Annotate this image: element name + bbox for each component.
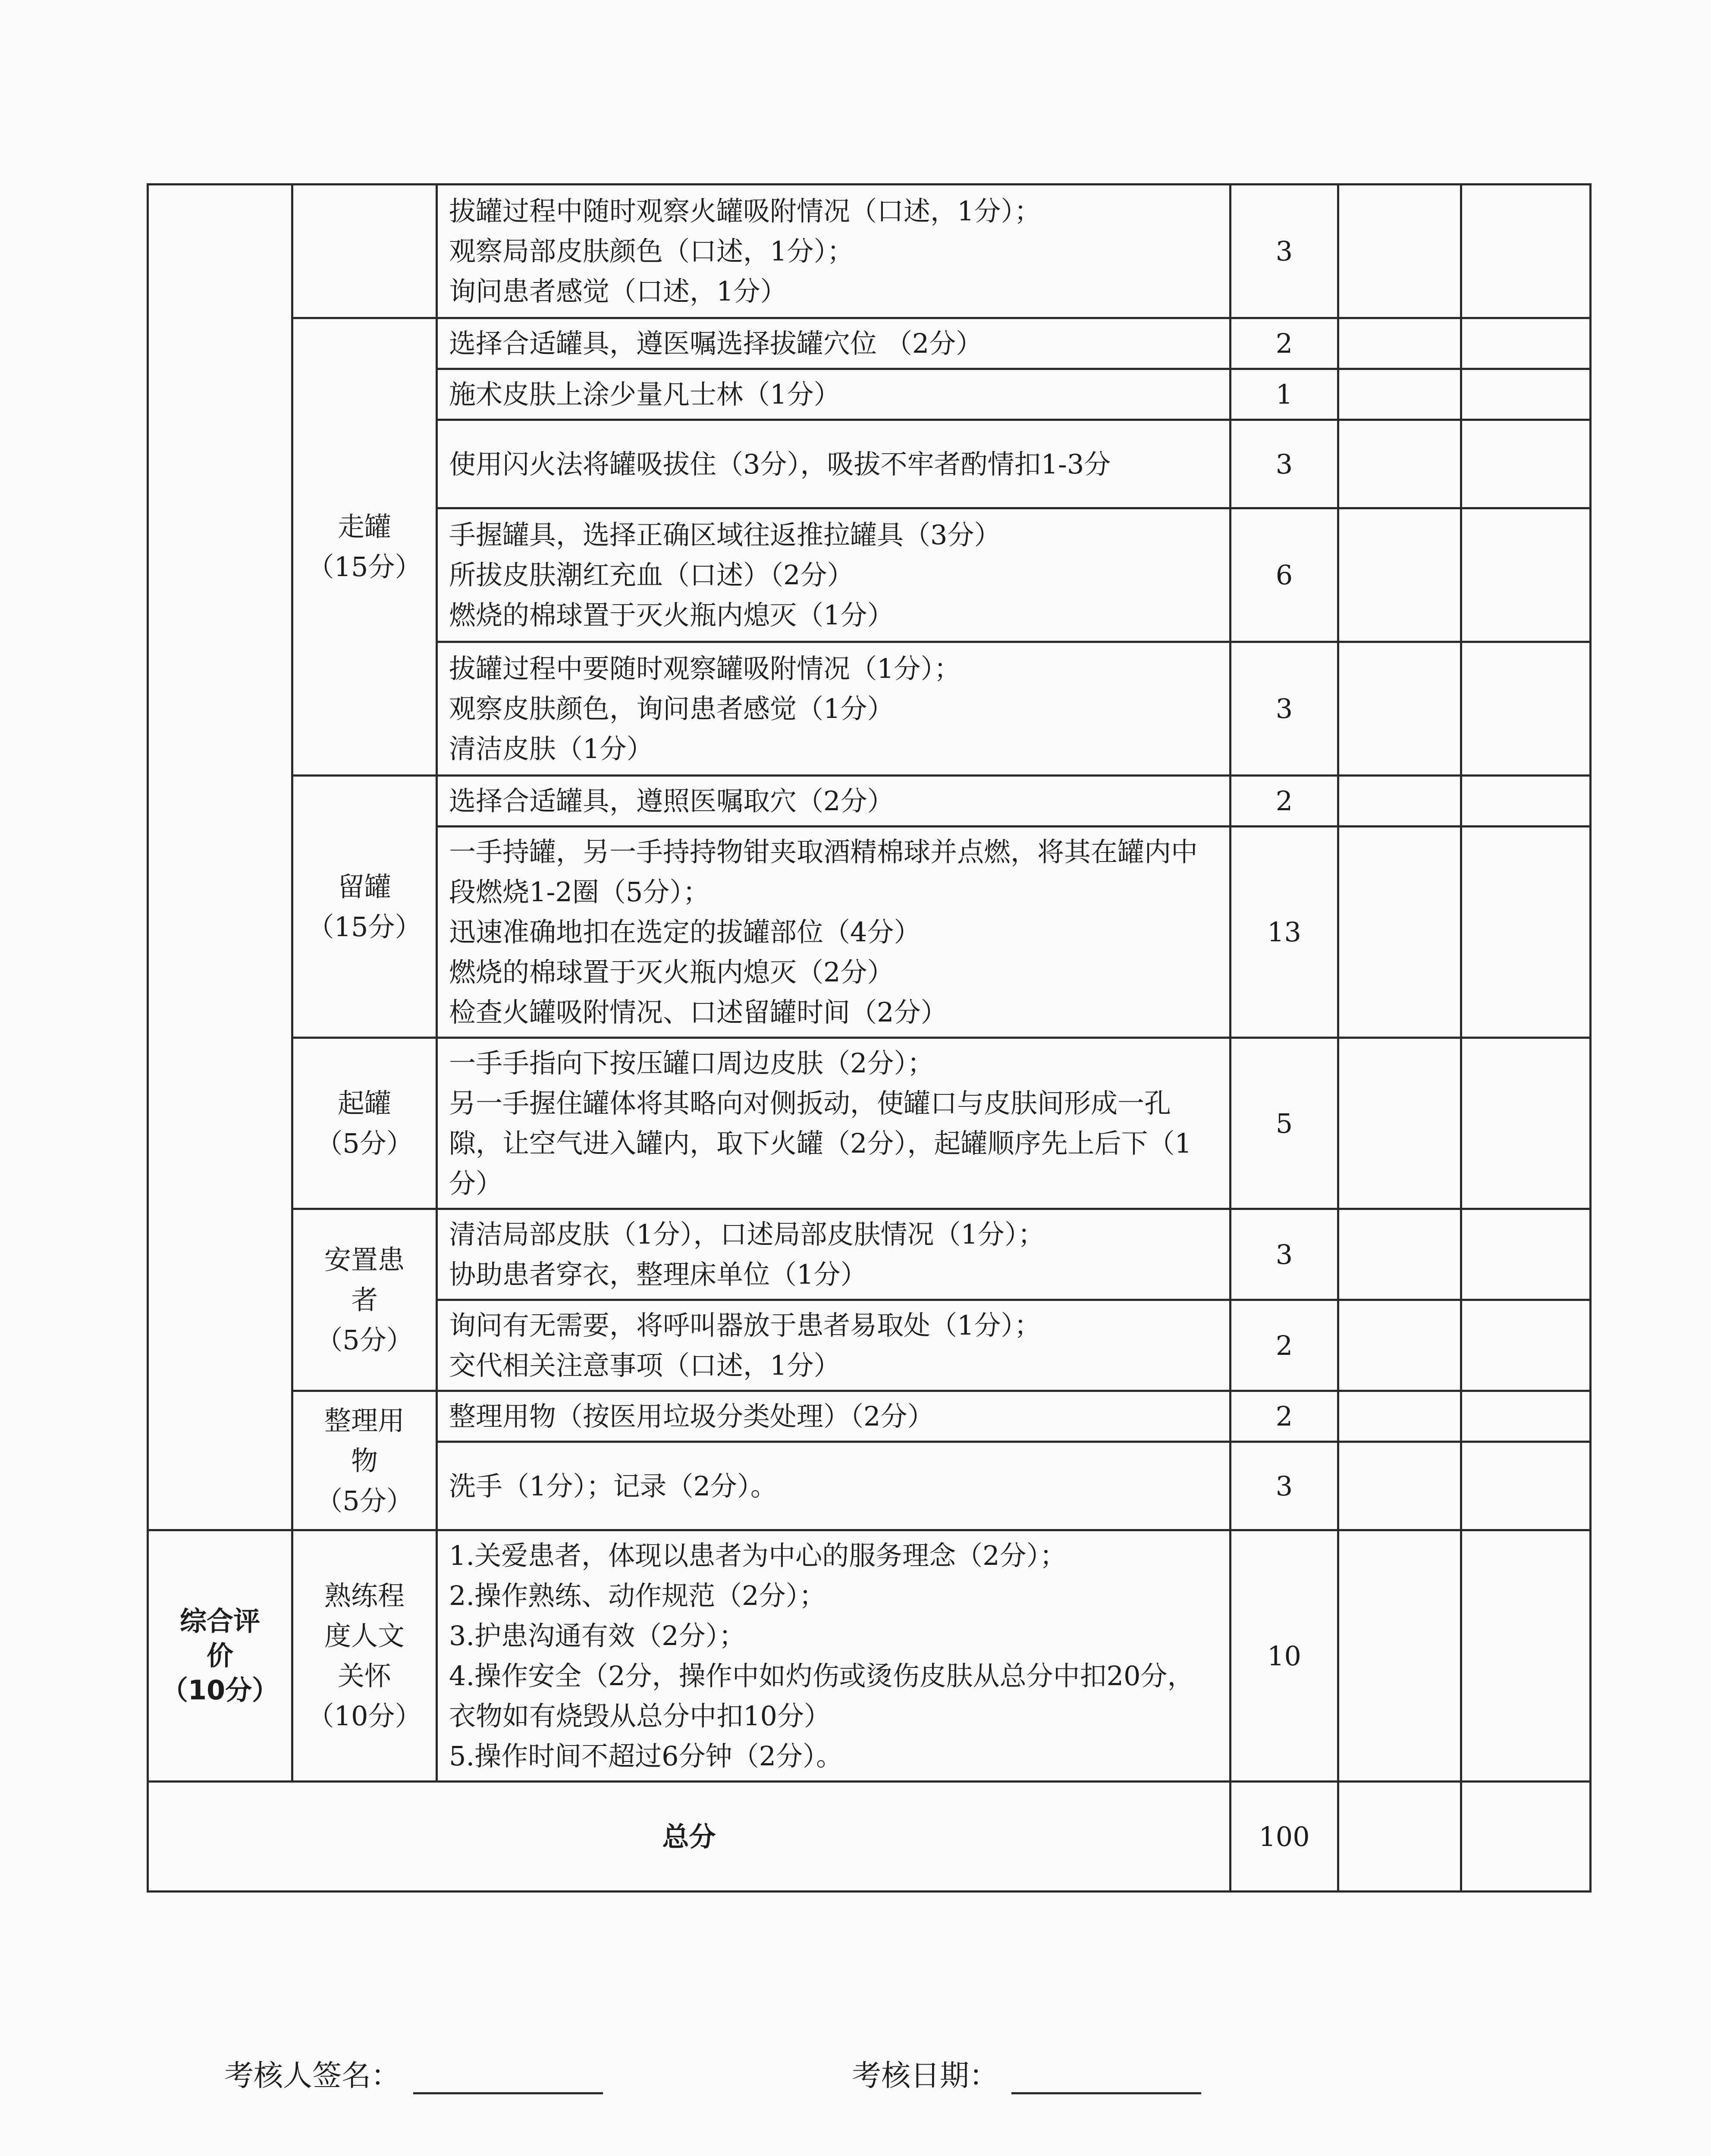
remark-cell (1461, 1391, 1591, 1442)
deduction-cell (1338, 369, 1461, 420)
sub-item-anzhi: 安置患 者 （5分） (292, 1209, 437, 1391)
standard-cell: 使用闪火法将罐吸拔住（3分），吸拔不牢者酌情扣1-3分 (437, 420, 1231, 508)
sub-item-cell-blank (292, 185, 437, 318)
assessment-table (147, 183, 1592, 1893)
deduction-cell (1338, 185, 1461, 318)
standard-cell: 拔罐过程中要随时观察罐吸附情况（1分）； 观察皮肤颜色，询问患者感觉（1分） 清洁皮肤（1分） (437, 642, 1231, 776)
standard-cell: 一手持罐，另一手持持物钳夹取酒精棉球并点燃，将其在罐内中段燃烧1-2圈（5分）； 迅速准确地扣在选定的拔罐部位（4分） 燃烧的棉球置于灭火瓶内熄灭（2分） 检查火罐吸附情况、口述留罐时间（2分） (437, 827, 1231, 1038)
deduction-cell (1338, 1038, 1461, 1209)
remark-cell (1461, 185, 1591, 318)
exam-date-label: 考核日期： (852, 2059, 999, 2093)
remark-cell (1461, 420, 1591, 508)
deduction-cell (1338, 776, 1461, 827)
deduction-cell (1338, 827, 1461, 1038)
score-cell: 10 (1231, 1530, 1338, 1782)
remark-cell (1461, 827, 1591, 1038)
standard-cell: 1.关爱患者，体现以患者为中心的服务理念（2分）； 2.操作熟练、动作规范（2分）； 3.护患沟通有效（2分）； 4.操作安全（2分，操作中如灼伤或烫伤皮肤从总分中扣20分，衣物如有烧毁从总分中扣10分） 5.操作时间不超过6分钟（2分）。 (437, 1530, 1231, 1782)
remark-cell (1461, 642, 1591, 776)
remark-cell (1461, 508, 1591, 642)
standard-cell: 拔罐过程中随时观察火罐吸附情况（口述，1分）； 观察局部皮肤颜色（口述，1分）； 询问患者感觉（口述，1分） (437, 185, 1231, 318)
category-evaluation: 综合评 价 （10分） (148, 1530, 292, 1782)
remark-cell (1461, 1209, 1591, 1300)
deduction-cell (1338, 1782, 1461, 1892)
total-label: 总分 (148, 1782, 1231, 1892)
examiner-label: 考核人签名： (224, 2059, 401, 2093)
standard-cell: 手握罐具，选择正确区域往返推拉罐具（3分） 所拔皮肤潮红充血（口述）（2分） 燃烧的棉球置于灭火瓶内熄灭（1分） (437, 508, 1231, 642)
score-cell: 2 (1231, 776, 1338, 827)
score-cell: 1 (1231, 369, 1338, 420)
sub-item-zhengli: 整理用 物 （5分） (292, 1391, 437, 1530)
sub-item-shulian: 熟练程 度人文 关怀 （10分） (292, 1530, 437, 1782)
exam-date-line[interactable] (1011, 2062, 1201, 2094)
score-cell: 2 (1231, 1300, 1338, 1391)
standard-cell: 清洁局部皮肤（1分），口述局部皮肤情况（1分）； 协助患者穿衣，整理床单位（1分） (437, 1209, 1231, 1300)
table-row (148, 1209, 1591, 1300)
deduction-cell (1338, 318, 1461, 369)
deduction-cell (1338, 420, 1461, 508)
standard-cell: 施术皮肤上涂少量凡士林（1分） (437, 369, 1231, 420)
remark-cell (1461, 1530, 1591, 1782)
remark-cell (1461, 318, 1591, 369)
remark-cell (1461, 776, 1591, 827)
sub-item-zouguan: 走罐 （15分） (292, 318, 437, 776)
examiner-signature (224, 2053, 603, 2094)
score-cell: 3 (1231, 1209, 1338, 1300)
deduction-cell (1338, 508, 1461, 642)
total-score: 100 (1231, 1782, 1338, 1892)
score-cell: 3 (1231, 642, 1338, 776)
deduction-cell (1338, 1442, 1461, 1530)
deduction-cell (1338, 1209, 1461, 1300)
deduction-cell (1338, 1530, 1461, 1782)
table-row (148, 185, 1591, 318)
score-cell: 5 (1231, 1038, 1338, 1209)
standard-cell: 询问有无需要，将呼叫器放于患者易取处（1分）； 交代相关注意事项（口述，1分） (437, 1300, 1231, 1391)
standard-cell: 选择合适罐具，遵医嘱选择拔罐穴位 （2分） (437, 318, 1231, 369)
score-cell: 6 (1231, 508, 1338, 642)
sub-item-liuguan: 留罐 （15分） (292, 776, 437, 1038)
table-row (148, 318, 1591, 369)
deduction-cell (1338, 642, 1461, 776)
table-row (148, 1038, 1591, 1209)
table-row (148, 1391, 1591, 1442)
signature-area (0, 2053, 1711, 2100)
standard-cell: 选择合适罐具，遵照医嘱取穴（2分） (437, 776, 1231, 827)
score-cell: 2 (1231, 318, 1338, 369)
standard-cell: 整理用物（按医用垃圾分类处理）（2分） (437, 1391, 1231, 1442)
remark-cell (1461, 1442, 1591, 1530)
remark-cell (1461, 369, 1591, 420)
deduction-cell (1338, 1300, 1461, 1391)
exam-date (852, 2053, 1201, 2094)
score-cell: 3 (1231, 185, 1338, 318)
sub-item-qiguan: 起罐 （5分） (292, 1038, 437, 1209)
score-cell: 3 (1231, 420, 1338, 508)
score-cell: 2 (1231, 1391, 1338, 1442)
score-cell: 3 (1231, 1442, 1338, 1530)
examiner-signature-line[interactable] (413, 2062, 603, 2094)
category-cell-blank (148, 185, 292, 1530)
remark-cell (1461, 1300, 1591, 1391)
remark-cell (1461, 1038, 1591, 1209)
standard-cell: 洗手（1分）；记录（2分）。 (437, 1442, 1231, 1530)
total-row (148, 1782, 1591, 1892)
standard-cell: 一手手指向下按压罐口周边皮肤（2分）； 另一手握住罐体将其略向对侧扳动，使罐口与皮肤间形成一孔隙，让空气进入罐内，取下火罐（2分），起罐顺序先上后下（1分） (437, 1038, 1231, 1209)
deduction-cell (1338, 1391, 1461, 1442)
remark-cell (1461, 1782, 1591, 1892)
score-cell: 13 (1231, 827, 1338, 1038)
table-row (148, 776, 1591, 827)
table-row (148, 1530, 1591, 1782)
